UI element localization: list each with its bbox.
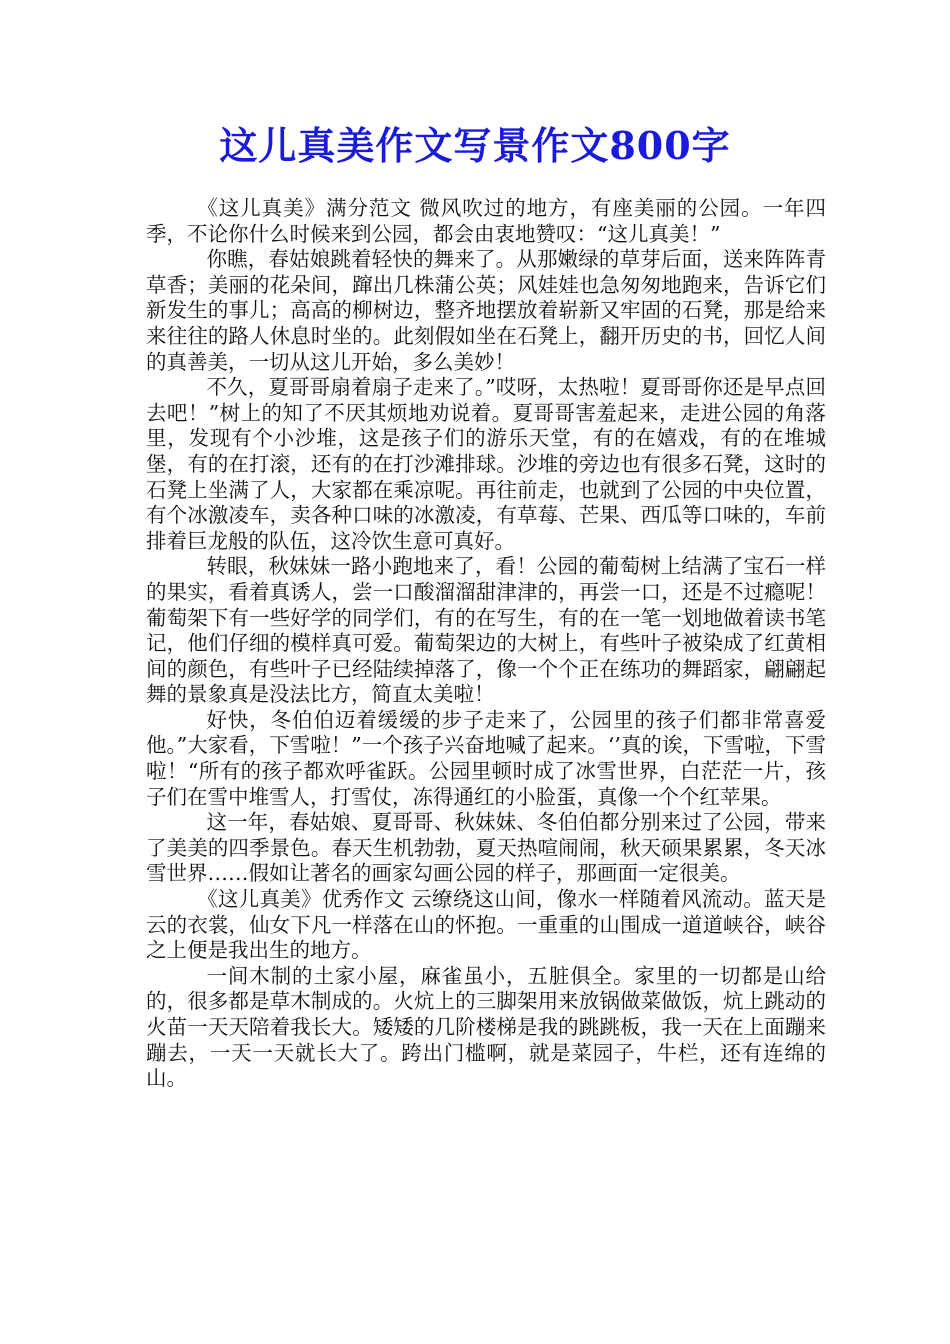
paragraph-7: 《这儿真美》优秀作文 云缭绕这山间，像水一样随着风流动。蓝天是云的衣裳，仙女下凡一样落在山的怀抱。一重重的山围成一道道峡谷，峡谷之上便是我出生的地方。 [146,887,826,963]
article-body [146,196,826,1092]
page-title: 这儿真美作文写景作文800字 [219,123,731,168]
paragraph-3: 不久，夏哥哥扇着扇子走来了。”哎呀，太热啦！夏哥哥你还是早点回去吧！”树上的知了不厌其烦地劝说着。夏哥哥害羞起来，走进公园的角落里，发现有个小沙堆，这是孩子们的游乐天堂，有的在嬉戏，有的在堆城堡，有的在打滚，还有的在打沙滩排球。沙堆的旁边也有很多石凳，这时的石凳上坐满了人，大家都在乘凉呢。再往前走，也就到了公园的中央位置，有个冰激凌车，卖各种口味的冰激凌，有草莓、芒果、西瓜等口味的，车前排着巨龙般的队伍，这冷饮生意可真好。 [146,375,826,553]
paragraph-5: 好快，冬伯伯迈着缓缓的步子走来了，公园里的孩子们都非常喜爱他。”大家看，下雪啦！”一个孩子兴奋地喊了起来。‘’真的诶，下雪啦，下雪啦！“所有的孩子都欢呼雀跃。公园里顿时成了冰雪世界，白茫茫一片，孩子们在雪中堆雪人，打雪仗，冻得通红的小脸蛋，真像一个个红苹果。 [146,707,826,809]
paragraph-2: 你瞧，春姑娘跳着轻快的舞来了。从那嫩绿的草芽后面，送来阵阵青草香；美丽的花朵间，蹿出几株蒲公英；风娃娃也急匆匆地跑来，告诉它们新发生的事儿；高高的柳树边，整齐地摆放着崭新又牢固的石凳，那是给来来往往的路人休息时坐的。此刻假如坐在石凳上，翻开历史的书，回忆人间的真善美，一切从这儿开始，多么美妙！ [146,247,826,374]
paragraph-1: 《这儿真美》满分范文 微风吹过的地方，有座美丽的公园。一年四季，不论你什么时候来到公园，都会由衷地赞叹：“这儿真美！” [146,196,826,246]
paragraph-8: 一间木制的土家小屋，麻雀虽小，五脏俱全。家里的一切都是山给的，很多都是草木制成的。火炕上的三脚架用来放锅做菜做饭，炕上跳动的火苗一天天陪着我长大。矮矮的几阶楼梯是我的跳跳板，我一天在上面蹦来蹦去，一天一天就长大了。跨出门槛啊，就是菜园子，牛栏，还有连绵的山。 [146,963,826,1091]
paragraph-4: 转眼，秋妹妹一路小跑地来了，看！公园的葡萄树上结满了宝石一样的果实，看着真诱人，尝一口酸溜溜甜津津的，再尝一口，还是不过瘾呢！葡萄架下有一些好学的同学们，有的在写生，有的在一笔一划地做着读书笔记，他们仔细的模样真可爱。葡萄架边的大树上，有些叶子被染成了红黄相间的颜色，有些叶子已经陆续掉落了，像一个个正在练功的舞蹈家，翩翩起舞的景象真是没法比方，简直太美啦！ [146,554,826,707]
paragraph-6: 这一年，春姑娘、夏哥哥、秋妹妹、冬伯伯都分别来过了公园，带来了美美的四季景色。春天生机勃勃，夏天热喧闹闹，秋天硕果累累，冬天冰雪世界……假如让著名的画家勾画公园的样子，那画面一定很美。 [146,810,826,886]
